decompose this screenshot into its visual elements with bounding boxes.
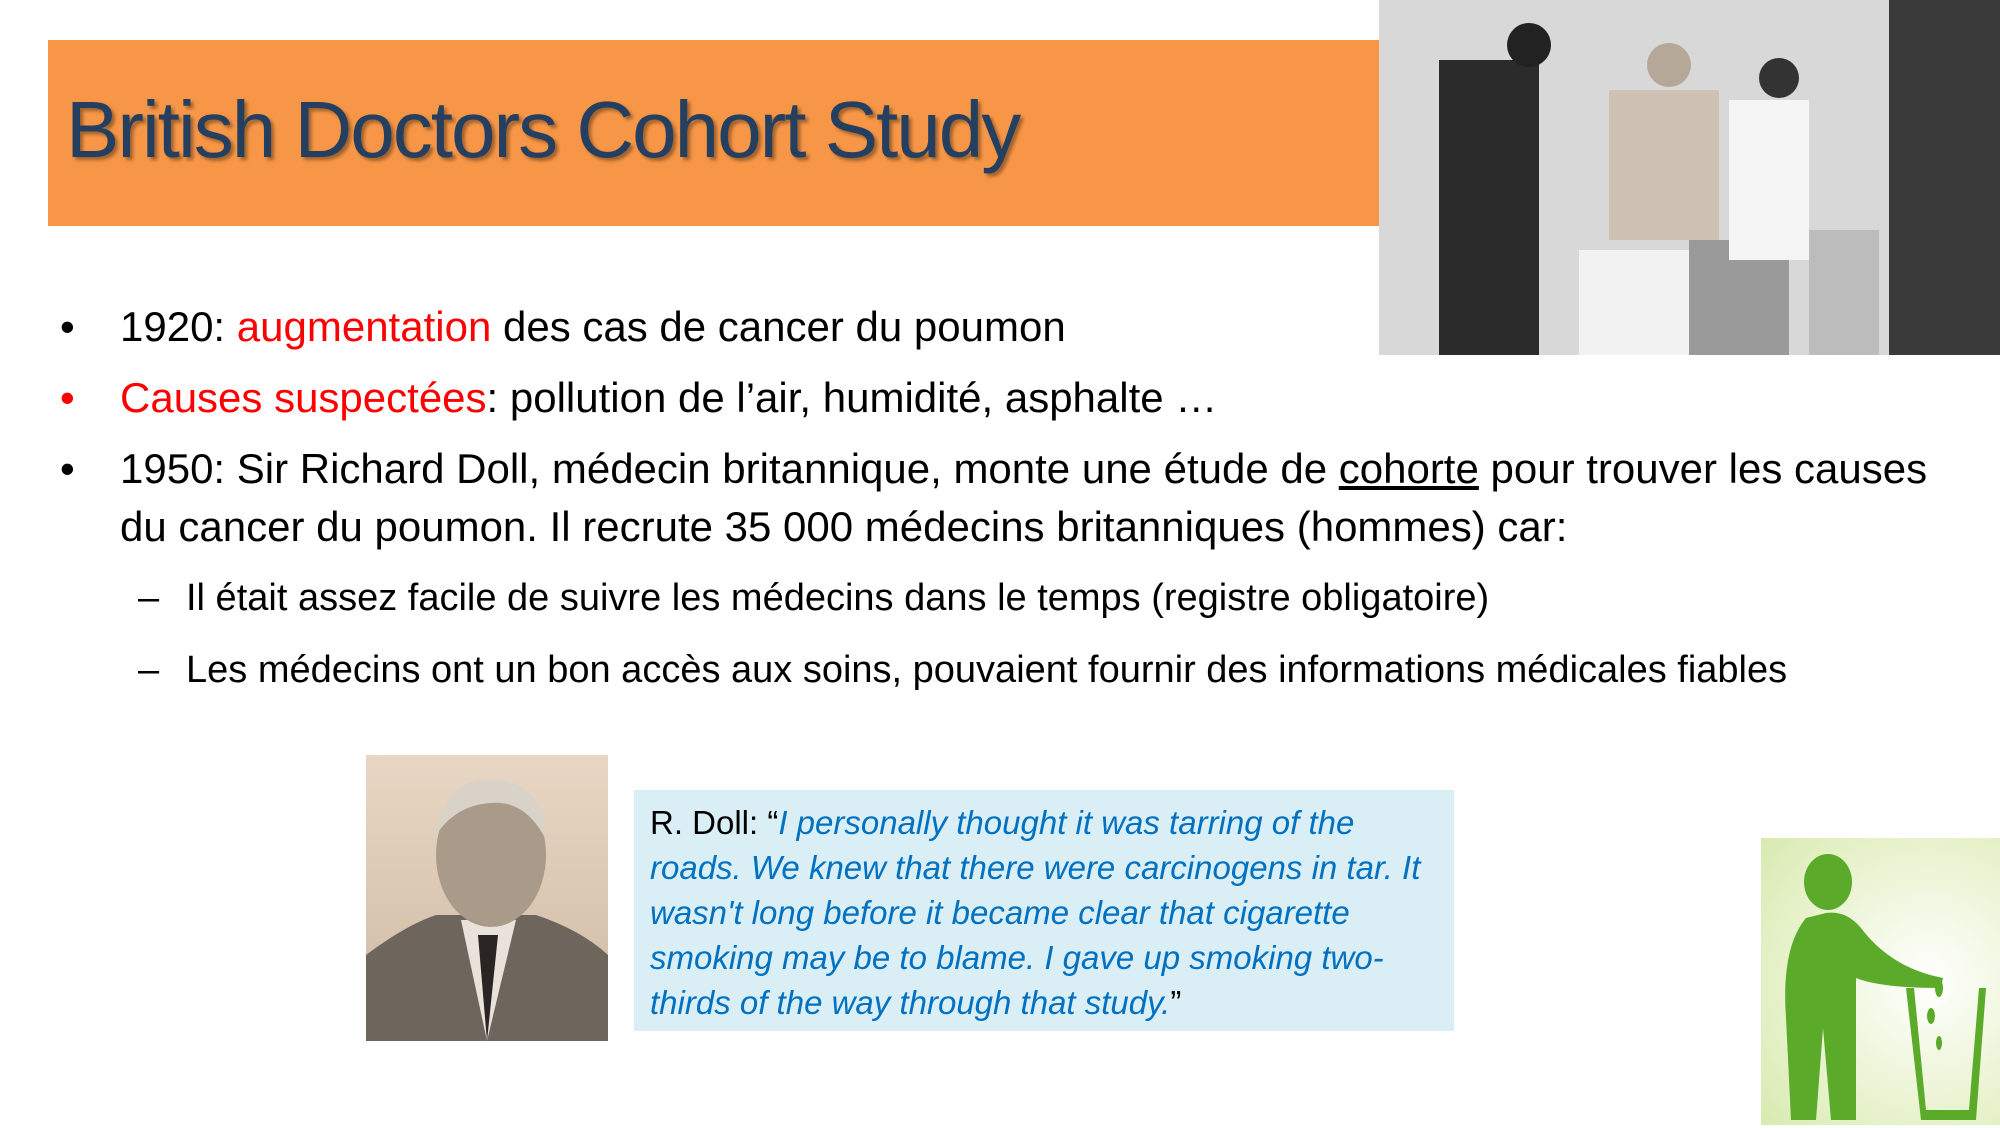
sub-bullet-text: Il était assez facile de suivre les médecins dans le temps (registre obligatoire) [186,577,1490,619]
quote-close: ” [1170,984,1182,1021]
bullet-item [60,298,1960,356]
bullet-marker: • [60,445,75,492]
sub-bullet-item [60,641,1960,699]
person-throwing-trash-icon [1761,838,2000,1125]
underlined-term: cohorte [1338,445,1479,492]
sub-bullet-marker: – [138,577,160,619]
bullet-item [60,369,1960,427]
bullet-text: pour trouver les causes du cancer du poumon. Il recrute 35 000 médecins britanniques (hommes) car: [120,445,1928,550]
slide-title: British Doctors Cohort Study [66,85,1020,174]
sub-bullet-text: Les médecins ont un bon accès aux soins, pouvaient fournir des informations médicales fiables [186,649,1788,691]
bullet-text: 1950: Sir Richard Doll, médecin britannique, monte une étude de [120,445,1339,492]
highlight-text: Causes suspectées [120,374,487,421]
bullet-text: : pollution de l’air, humidité, asphalte … [486,374,1218,421]
bullet-item [60,440,1960,556]
bullet-text: 1920: [120,303,237,350]
quote-text: I personally thought it was tarring of the roads. We knew that there were carcinogens in tar. It wasn't long before it became clear that cigarette smoking may be to blame. I gave up smoking two-thirds of the way through that study. [650,804,1421,1021]
sub-bullet-marker: – [138,649,160,691]
quote-speaker: R. Doll: “ [650,804,779,841]
richard-doll-portrait [366,755,608,1041]
bullet-list [60,298,1960,713]
doll-quote-box [634,790,1454,1031]
bullet-marker: • [60,374,75,421]
sub-bullet-item [60,569,1960,627]
highlight-text: augmentation [236,303,492,350]
bullet-text: des cas de cancer du poumon [491,303,1066,350]
bullet-marker: • [60,303,75,350]
